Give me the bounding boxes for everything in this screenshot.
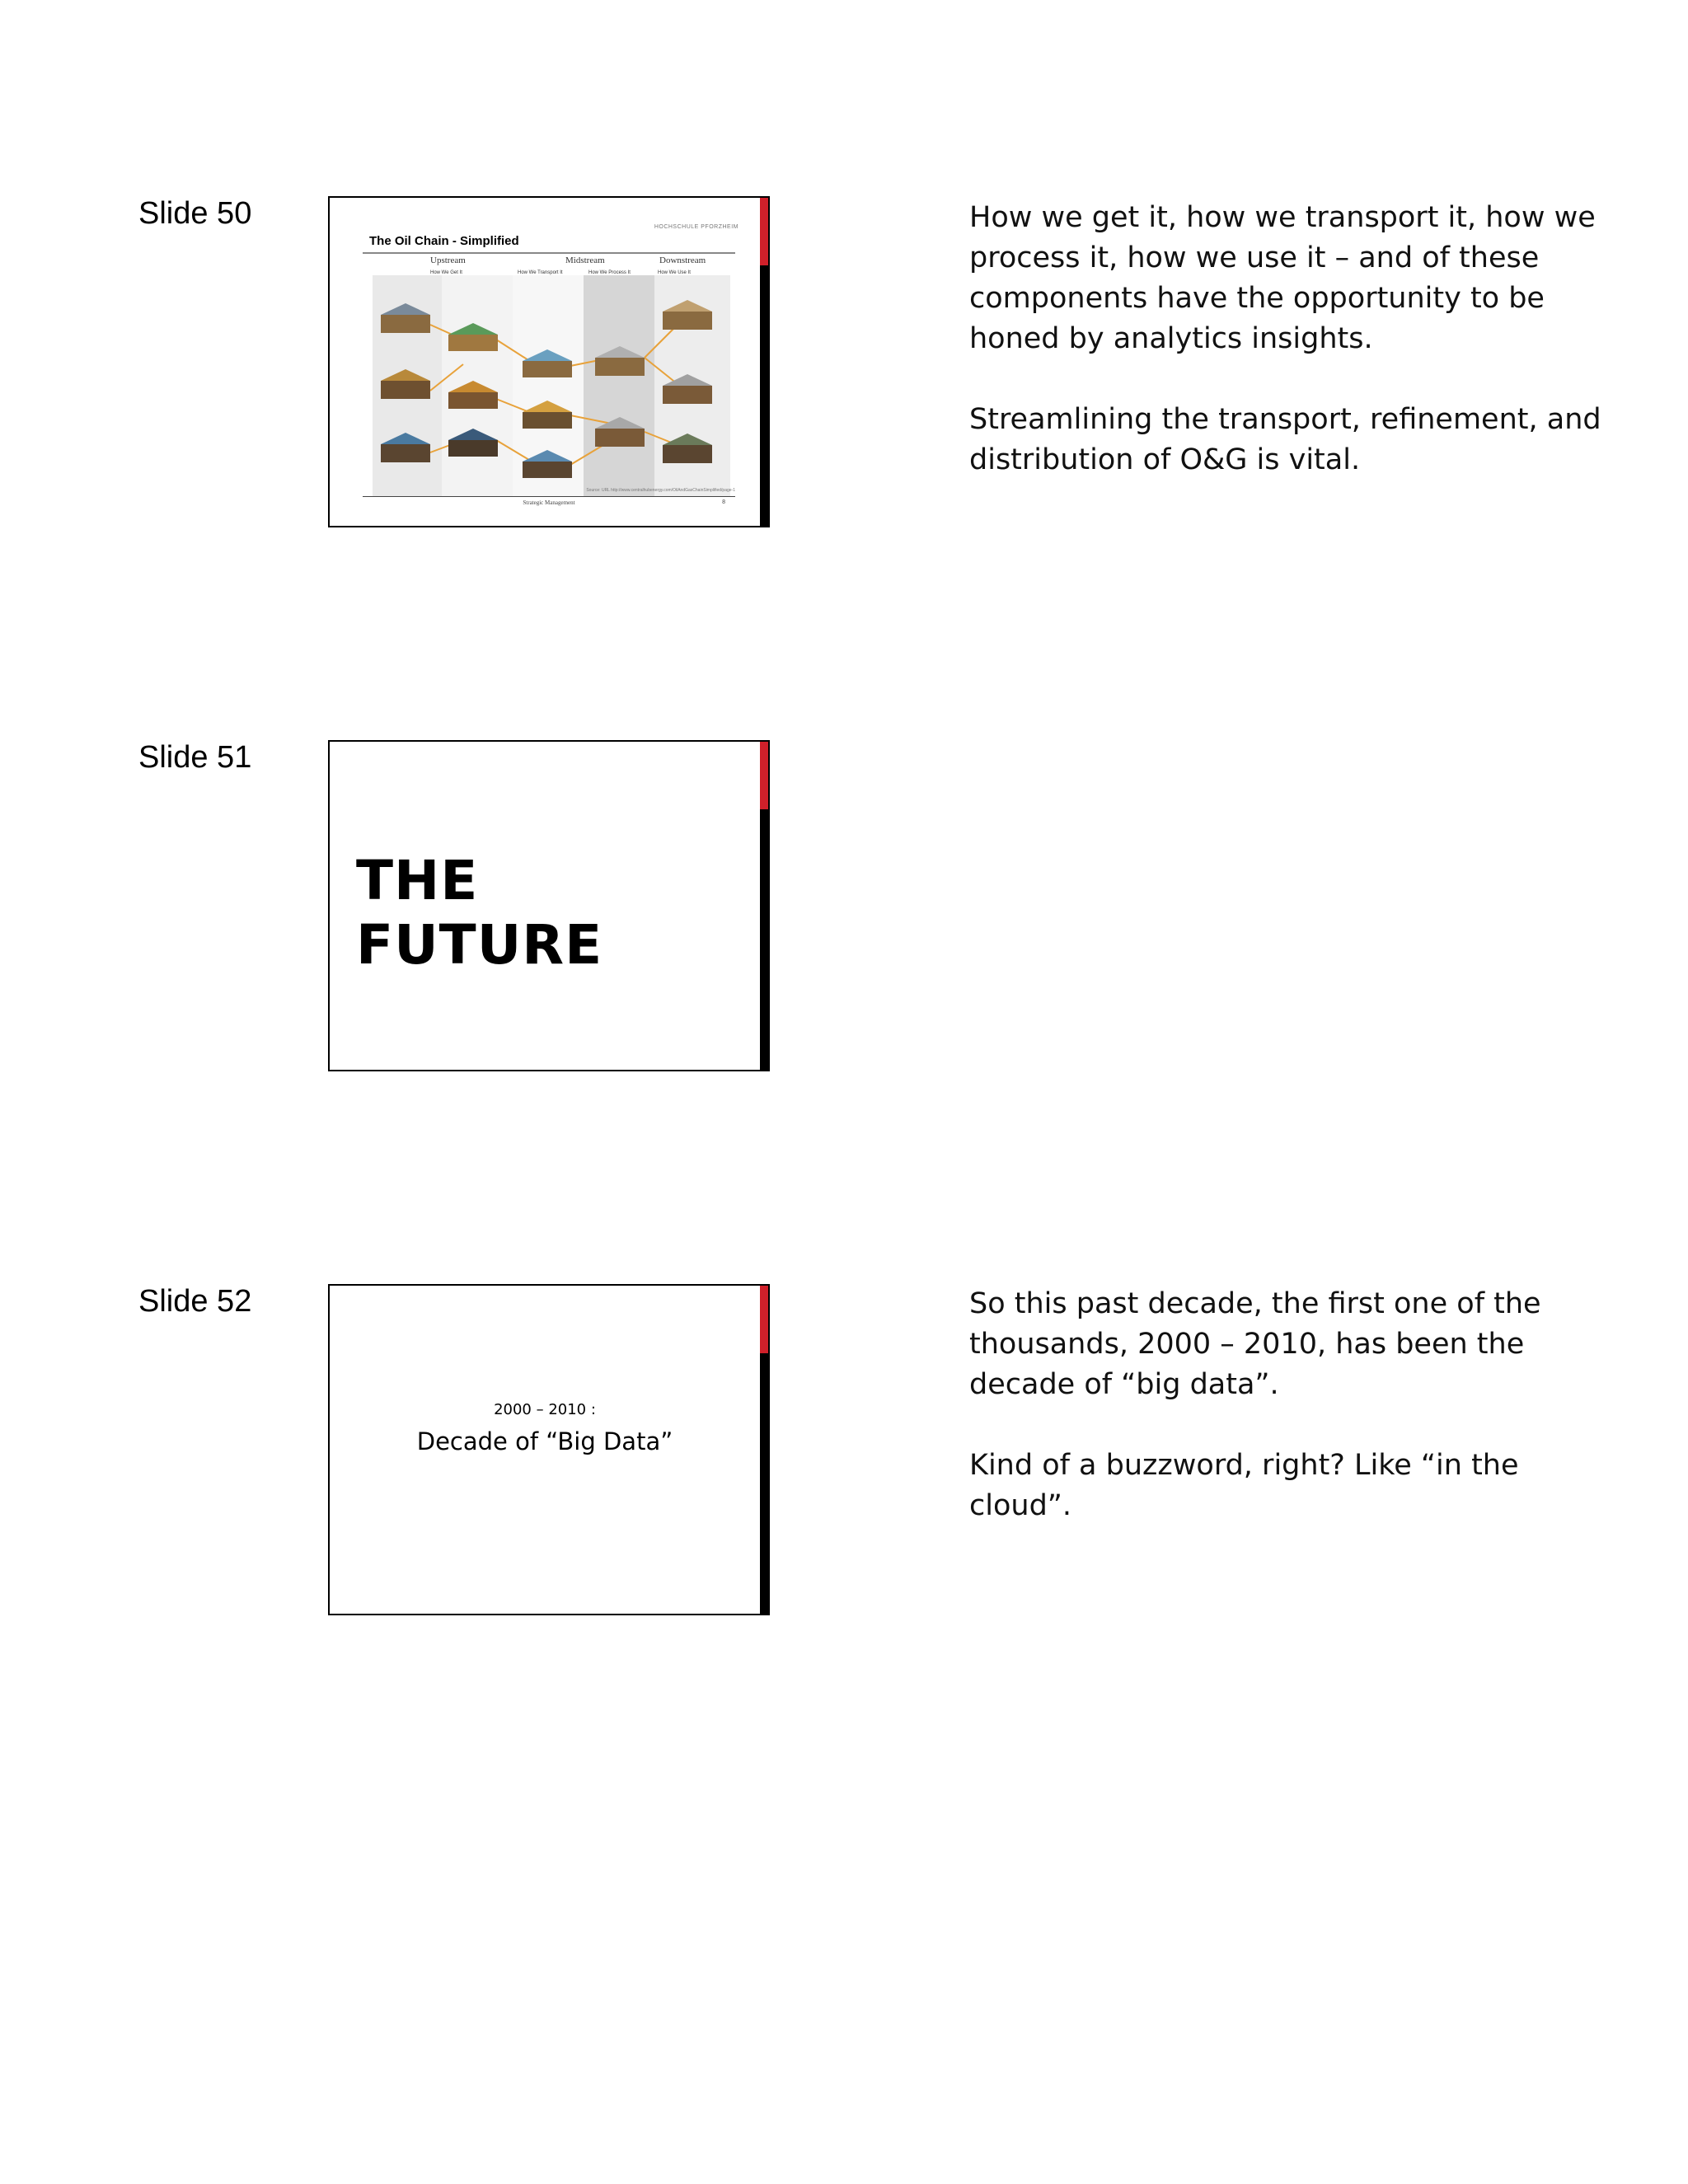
slide-page-number: 8 — [722, 499, 725, 505]
slide-label: Slide 50 — [138, 196, 252, 231]
slide-title: The Oil Chain - Simplified — [369, 234, 519, 248]
column-subheader: How We Process It — [588, 270, 653, 277]
accent-bar-red — [760, 742, 768, 809]
slide-title: Decade of “Big Data” — [416, 1427, 673, 1455]
notes-paragraph: So this past decade, the first one of the thousands, 2000 – 2010, has been the decade of “big data”. — [969, 1287, 1541, 1401]
slide-label: Slide 52 — [138, 1284, 252, 1319]
slide-footer: Strategic Management — [523, 499, 575, 506]
column-header: Downstream — [659, 255, 706, 265]
title-rule — [363, 252, 735, 254]
slide-label: Slide 51 — [138, 740, 252, 775]
column-header: Midstream — [565, 255, 605, 265]
slide-thumbnail[interactable] — [328, 1284, 770, 1615]
accent-bar-red — [760, 198, 768, 265]
column-header: Upstream — [430, 255, 466, 265]
oil-chain-diagram — [373, 275, 735, 499]
column-subheader: How We Use It — [658, 270, 722, 277]
accent-bar-red — [760, 1286, 768, 1353]
slide-notes — [969, 198, 1612, 521]
slide-thumbnail[interactable] — [328, 740, 770, 1071]
notes-paragraph: How we get it, how we transport it, how we process it, how we use it – and of these components have the opportunity to be honed by analytics insights. — [969, 201, 1596, 355]
slide-subtitle: 2000 – 2010 : — [494, 1401, 596, 1418]
notes-paragraph: Kind of a buzzword, right? Like “in the cloud”. — [969, 1449, 1519, 1522]
notes-paragraph: Streamlining the transport, refinement, and distribution of O&G is vital. — [969, 403, 1601, 476]
brand-text: HOCHSCHULE PFORZHEIM — [654, 224, 738, 230]
source-citation: Source: URL http://www.centralhubenergy.com/OilAndGasChainSimplified/page-1 — [586, 488, 735, 493]
slide-thumbnail[interactable] — [328, 196, 770, 527]
slide-title: THE FUTURE — [356, 849, 603, 977]
column-subheader: How We Get It — [430, 270, 495, 277]
slide-notes — [969, 1284, 1612, 1567]
column-subheader: How We Transport It — [518, 270, 582, 277]
footer-rule — [363, 496, 735, 497]
